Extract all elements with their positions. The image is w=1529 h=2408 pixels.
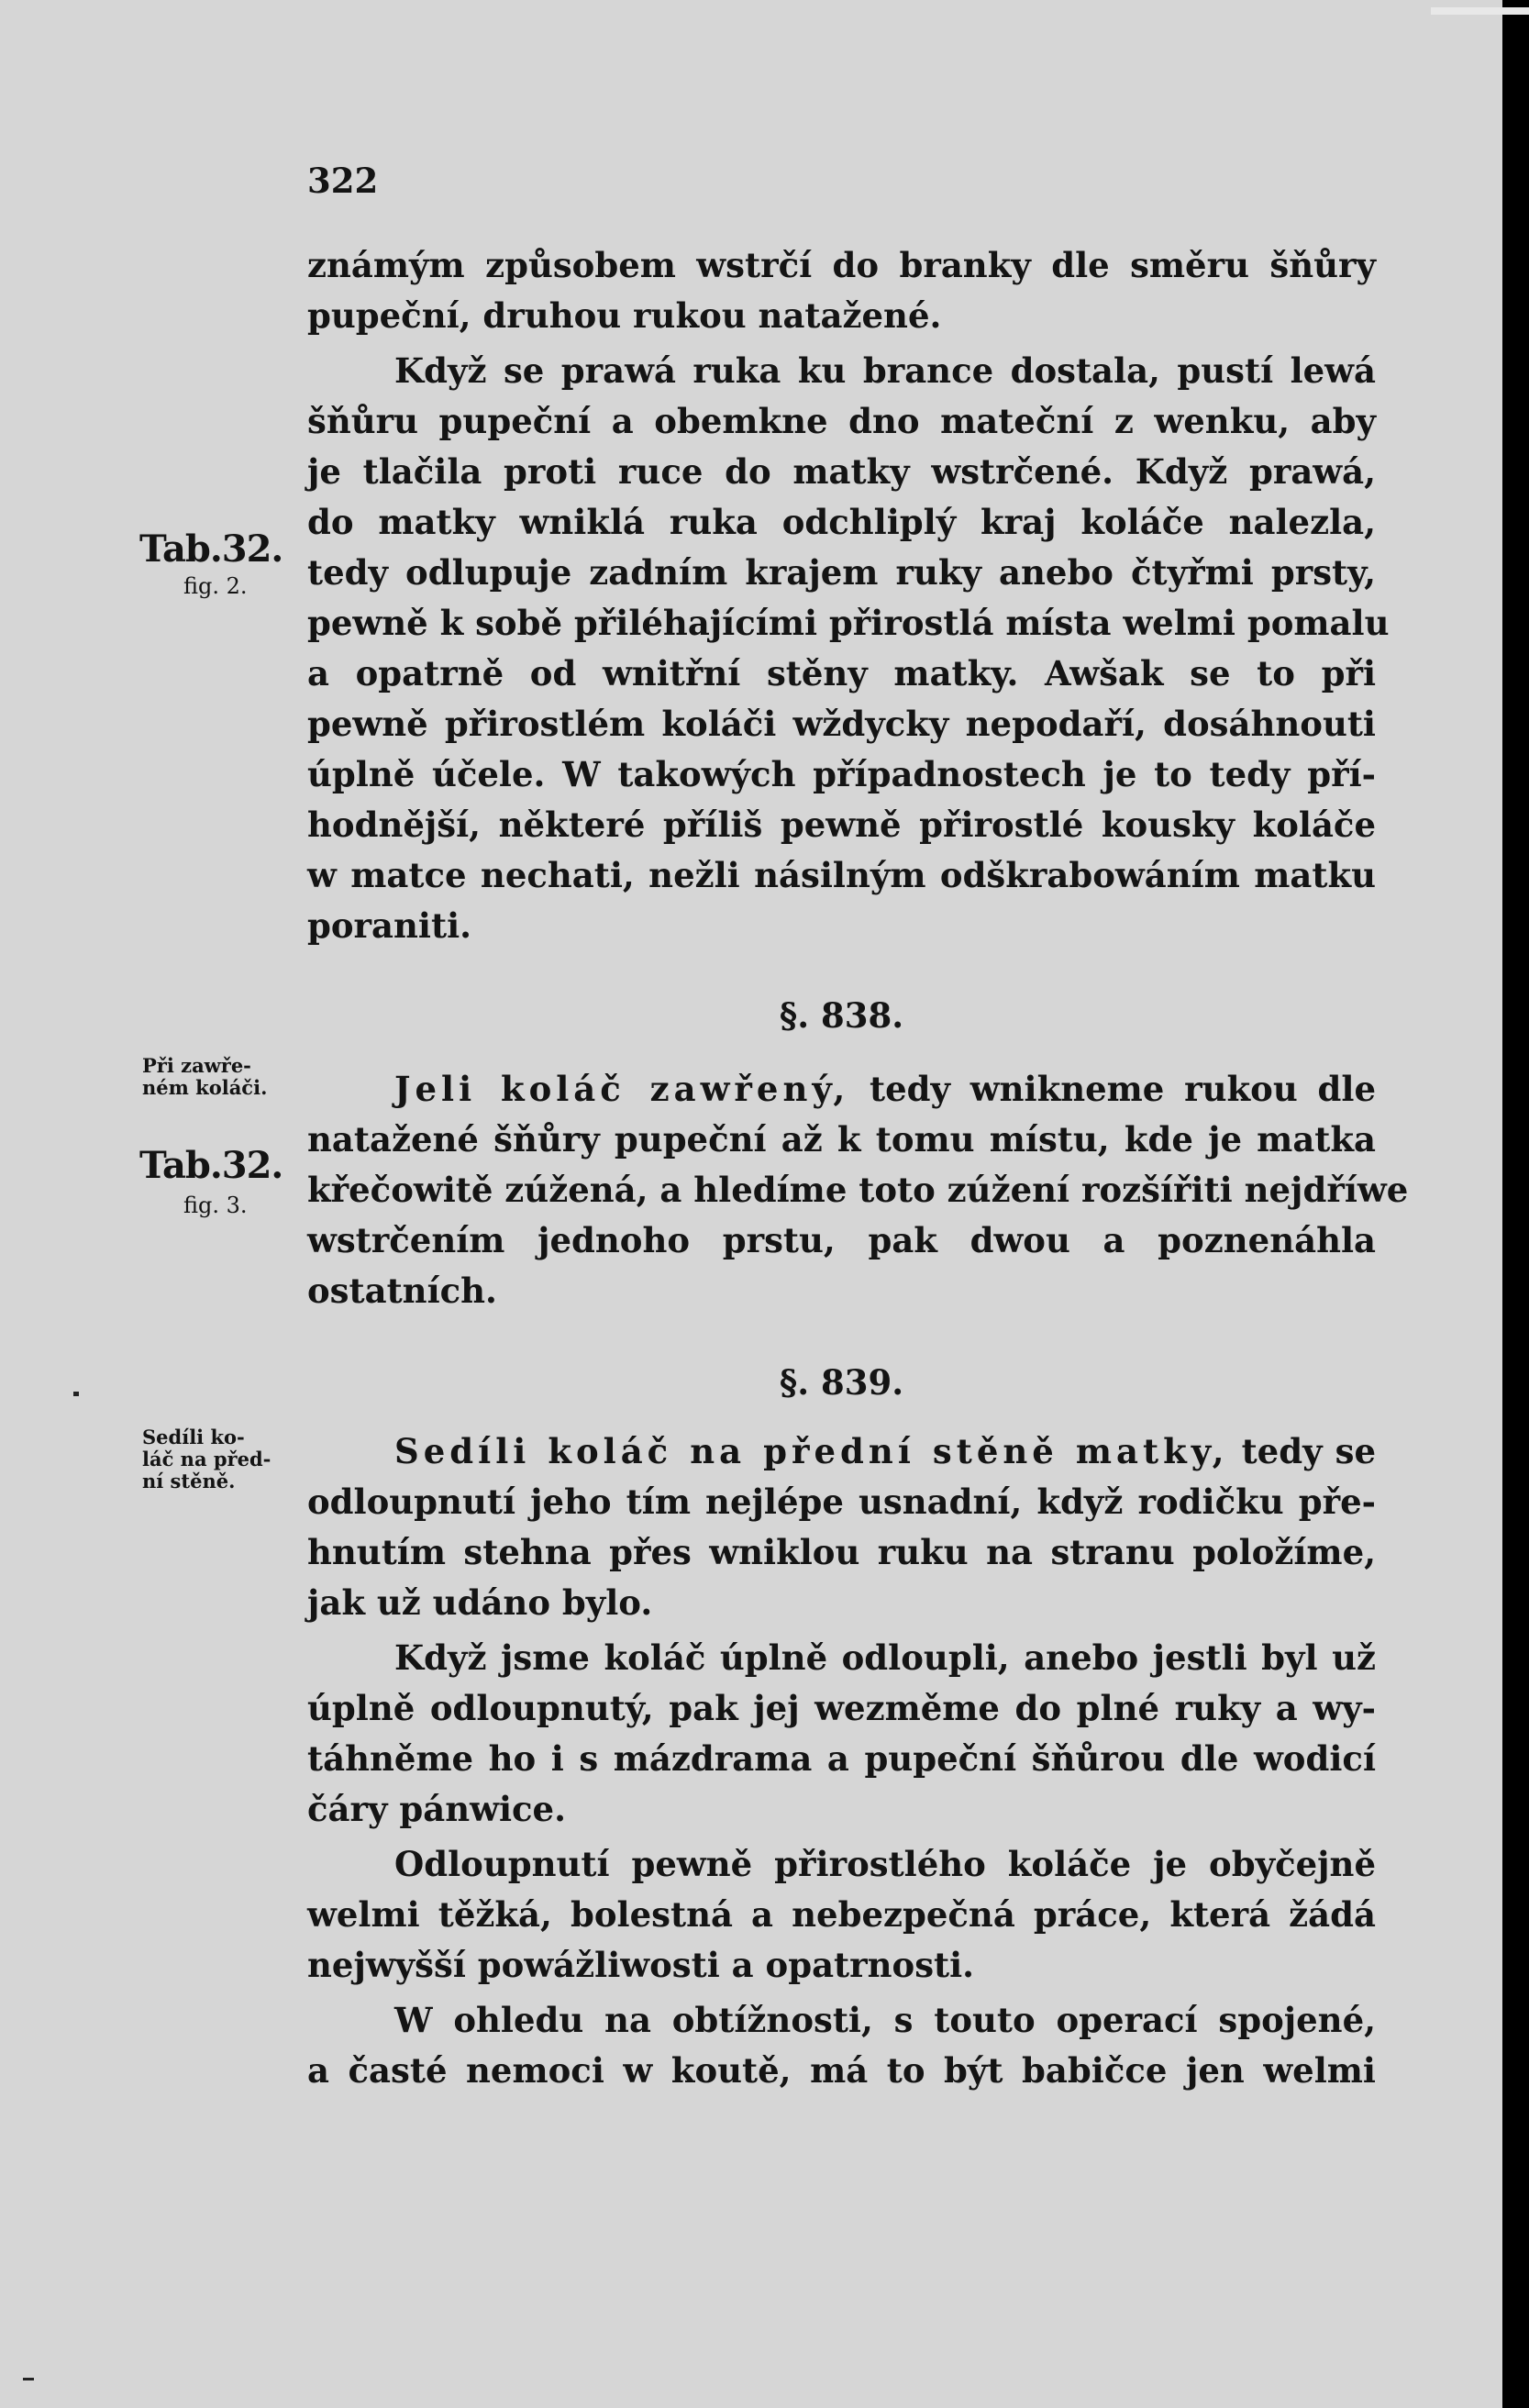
margin-note-line: ném koláči. [142,1076,268,1099]
text-line: Když se prawá ruka ku brance dostala, pustí lewá [394,350,1376,391]
text-line: natažené šňůry pupeční až k tomu místu, kde je matka [307,1119,1376,1160]
margin-note-line: ní stěně. [142,1470,236,1493]
text-line [394,1431,1376,1472]
text-run: tedy se [1241,1431,1376,1471]
margin-note-fig-b: fig. 3. [183,1193,248,1218]
margin-note-tab-b: Tab.32. [139,1144,283,1187]
margin-note-line: láč na před- [142,1448,271,1470]
text-line: známým způsobem wstrčí do branky dle směru šňůry [307,245,1376,285]
text-line: úplně účele. W takowých případnostech je to tedy pří- [307,754,1376,794]
text-line: je tlačila proti ruce do matky wstrčené. Když prawá, [307,451,1376,492]
margin-note-line: Sedíli ko- [142,1426,245,1448]
margin-note-fig-a: fig. 2. [183,573,248,599]
scan-top-bar [1431,7,1529,15]
scan-speck [23,2378,34,2380]
text-line: tedy odlupuje zadním krajem ruky anebo čtyřmi prsty, [307,552,1376,593]
text-line: a opatrně od wnitřní stěny matky. Awšak se to při [307,653,1376,694]
text-line: W ohledu na obtížnosti, s touto operací spojené, [394,2000,1376,2040]
margin-note-closed-placenta [142,1055,267,1099]
text-line: a časté nemoci w koutě, má to být babičce jen welmi [307,2050,1376,2091]
text-line: jak už udáno bylo. [307,1582,653,1623]
text-line: čáry pánwice. [307,1789,566,1829]
text-line [394,1069,1376,1110]
text-line: hnutím stehna přes wniklou ruku na stranu položíme, [307,1532,1376,1572]
text-line: pewně k sobě přiléhajícími přirostlá místa welmi pomalu [307,603,1390,643]
scan-edge [1502,0,1529,2408]
spaced-emphasis: Sedíli koláč na přední stěně matky, [394,1431,1229,1471]
section-heading: §. 839. [779,1362,904,1403]
page-number: 322 [307,161,379,201]
text-line: šňůru pupeční a obemkne dno mateční z wenku, aby [307,401,1376,441]
text-line: wstrčením jednoho prstu, pak dwou a poznenáhla [307,1220,1376,1260]
text-line: úplně odloupnutý, pak jej wezměme do plné ruky a wy- [307,1688,1376,1728]
text-line: pupeční, druhou rukou natažené. [307,295,942,336]
margin-note-front-wall [142,1426,271,1493]
text-line: w matce nechati, nežli násilným odškrabowáním matku [307,855,1376,895]
text-line: poraniti. [307,905,472,946]
text-line: odloupnutí jeho tím nejlépe usnadní, když rodičku pře- [307,1481,1376,1522]
text-run: tedy wnikneme rukou dle [869,1069,1376,1109]
text-line: ostatních. [307,1271,497,1311]
text-line: pewně přirostlém koláči wždycky nepodaří, dosáhnouti [307,704,1376,744]
text-line: Odloupnutí pewně přirostlého koláče je obyčejně [394,1844,1376,1884]
text-line: welmi těžká, bolestná a nebezpečná práce, která žádá [307,1894,1376,1935]
text-line: křečowitě zúžená, a hledíme toto zúžení rozšířiti nejdříwe [307,1170,1409,1210]
section-heading: §. 838. [779,995,904,1036]
text-line: Když jsme koláč úplně odloupli, anebo jestli byl už [394,1637,1376,1678]
scan-speck [73,1392,79,1396]
text-line: do matky wniklá ruka odchliplý kraj koláče nalezla, [307,502,1376,542]
text-line: táhněme ho i s mázdrama a pupeční šňůrou dle wodicí [307,1738,1376,1779]
text-line: nejwyšší powážliwosti a opatrnosti. [307,1945,975,1985]
text-line: hodnější, některé příliš pewně přirostlé kousky koláče [307,805,1376,845]
spaced-emphasis: Jeli koláč zawřený, [394,1069,850,1109]
margin-note-tab-a: Tab.32. [139,527,283,571]
margin-note-line: Při zawře- [142,1054,251,1077]
